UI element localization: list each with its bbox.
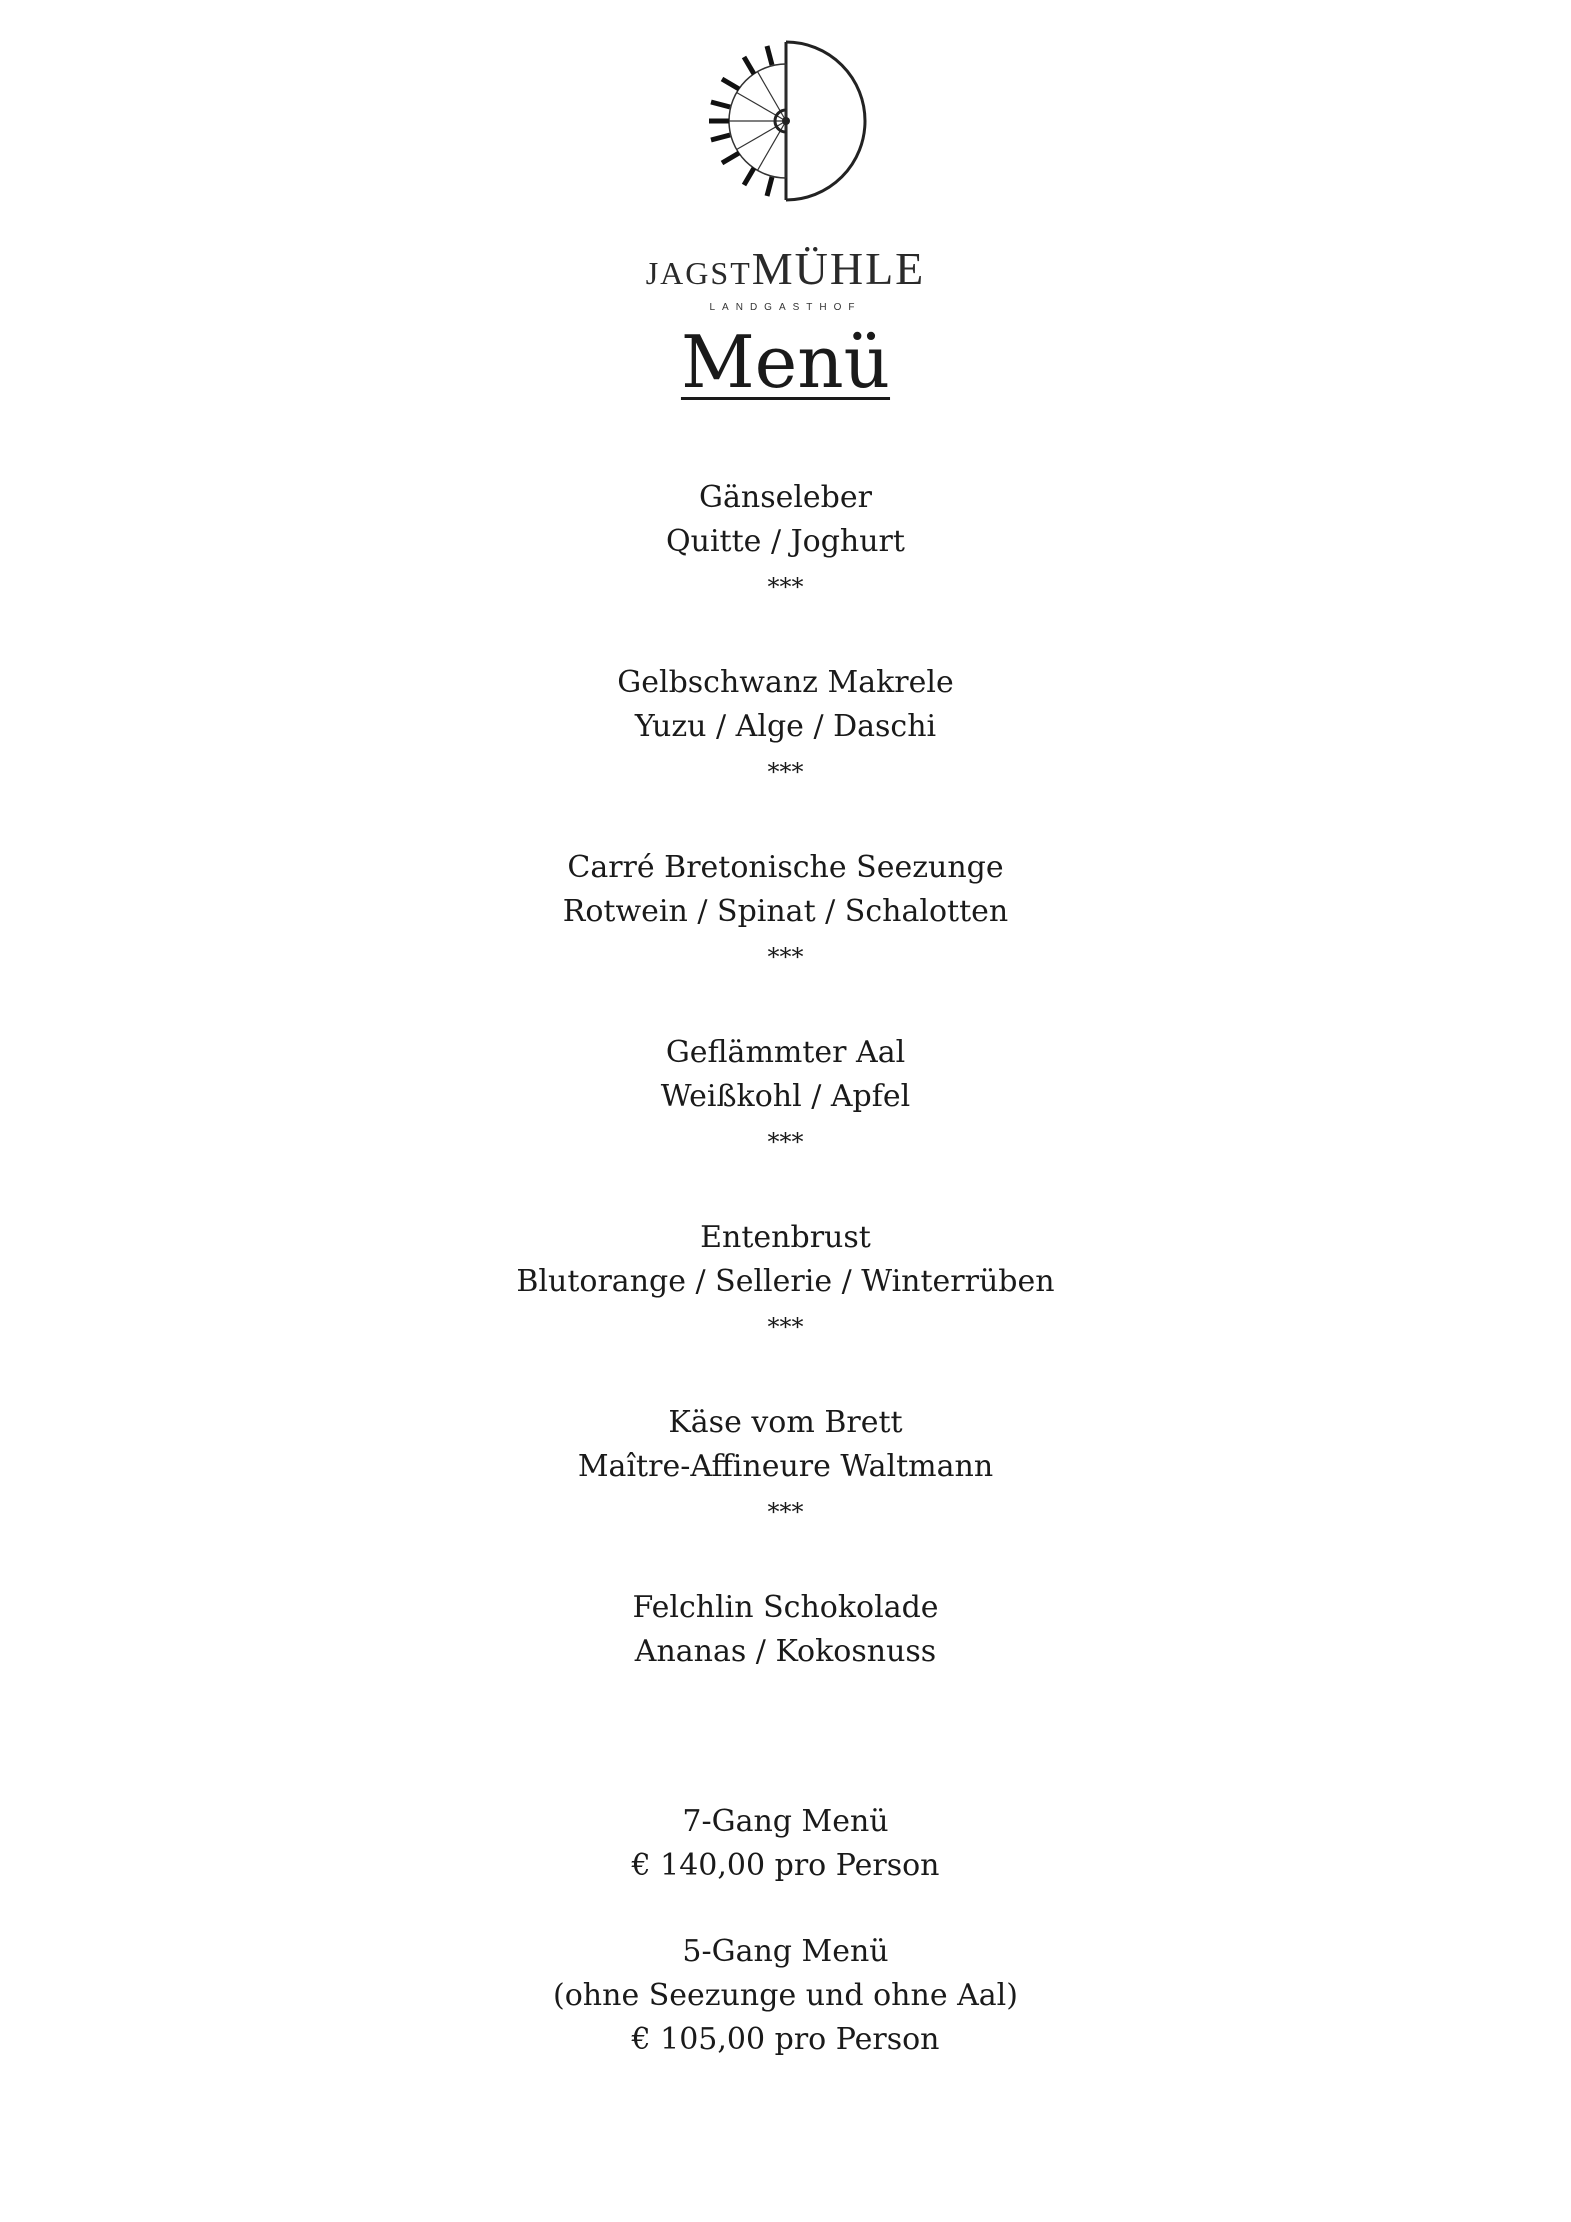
mill-wheel-icon	[701, 36, 871, 206]
course-item	[0, 846, 1571, 1031]
course-details: Weißkohl / Apfel	[660, 1079, 911, 1114]
course-name: Geflämmter Aal	[665, 1035, 906, 1070]
course-details: Quitte / Joghurt	[666, 524, 905, 559]
course-list	[0, 476, 1571, 1771]
course-name: Gelbschwanz Makrele	[617, 665, 954, 700]
course-separator: ***	[767, 1128, 804, 1156]
course-name: Käse vom Brett	[668, 1405, 903, 1440]
course-name: Entenbrust	[700, 1220, 871, 1255]
course-details: Ananas / Kokosnuss	[634, 1634, 937, 1669]
course-name: Felchlin Schokolade	[632, 1590, 939, 1625]
logo	[0, 36, 1571, 313]
course-name: Gänseleber	[699, 480, 872, 515]
course-item	[0, 1401, 1571, 1586]
course-item	[0, 1216, 1571, 1401]
course-item	[0, 661, 1571, 846]
menu5-note: (ohne Seezunge und ohne Aal)	[553, 1978, 1018, 2013]
course-details: Yuzu / Alge / Daschi	[634, 709, 937, 744]
course-name: Carré Bretonische Seezunge	[567, 850, 1004, 885]
course-separator: ***	[767, 1313, 804, 1341]
menu7-price: € 140,00 pro Person	[631, 1848, 940, 1883]
course-separator: ***	[767, 943, 804, 971]
course-item	[0, 476, 1571, 661]
course-separator: ***	[767, 573, 804, 601]
brand-subtitle: LANDGASTHOF	[709, 302, 862, 313]
course-details: Maître-Affineure Waltmann	[577, 1449, 994, 1484]
course-separator: ***	[767, 1498, 804, 1526]
menu-title: Menü	[680, 320, 891, 404]
course-details: Blutorange / Sellerie / Winterrüben	[516, 1264, 1055, 1299]
brand-name: JAGSTMÜHLE	[645, 243, 926, 294]
menu5-price: € 105,00 pro Person	[631, 2022, 940, 2057]
course-details: Rotwein / Spinat / Schalotten	[562, 894, 1009, 929]
course-item	[0, 1586, 1571, 1771]
pricing-section	[0, 1800, 1571, 2062]
menu5-label: 5-Gang Menü	[682, 1934, 889, 1969]
course-separator: ***	[767, 758, 804, 786]
course-item	[0, 1031, 1571, 1216]
menu7-label: 7-Gang Menü	[682, 1804, 889, 1839]
